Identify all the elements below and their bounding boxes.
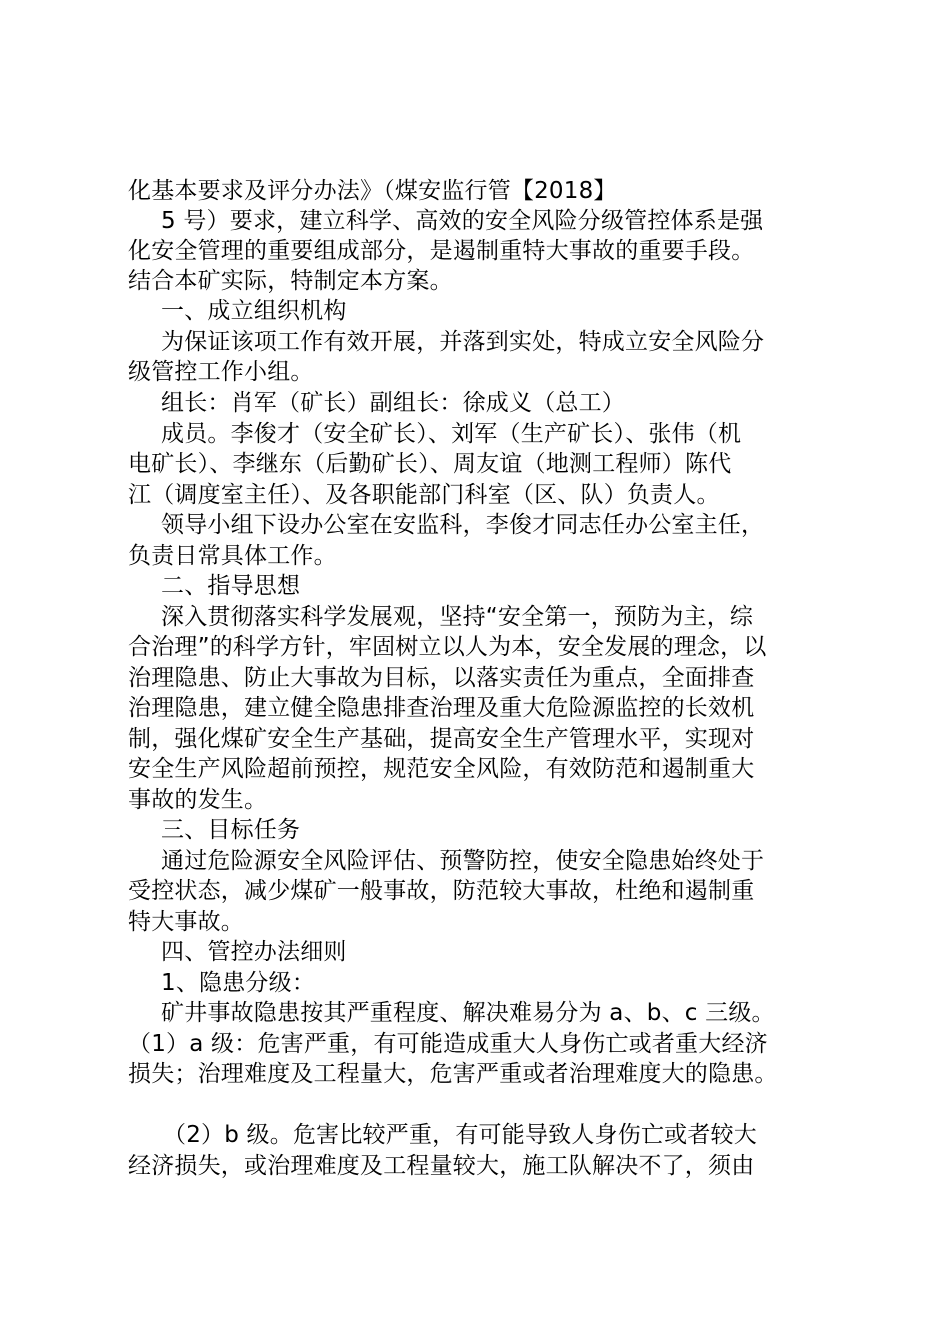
text-line: 级管控工作小组。	[128, 359, 314, 385]
text-line: 矿井事故隐患按其严重程度、解决难易分为 a、b、c 三级。	[161, 1000, 775, 1026]
text-line: （2）b 级。危害比较严重，有可能导致人身伤亡或者较大	[163, 1122, 757, 1148]
text-line: 治理隐患、防止大事故为目标，以落实责任为重点，全面排查	[128, 665, 755, 691]
text-line: 合治理”的科学方针，牢固树立以人为本，安全发展的理念，以	[128, 634, 767, 660]
text-line: 受控状态，减少煤矿一般事故，防范较大事故，杜绝和遏制重	[128, 878, 755, 904]
subsection-heading: 1、隐患分级：	[161, 970, 316, 996]
text-line: 特大事故。	[128, 909, 244, 935]
text-line: 电矿长）、李继东（后勤矿长）、周友谊（地测工程师）陈代	[128, 451, 732, 477]
text-line: 治理隐患，建立健全隐患排查治理及重大危险源监控的长效机	[128, 695, 755, 721]
text-line: 损失；治理难度及工程量大，危害严重或者治理难度大的隐患。	[128, 1061, 778, 1087]
text-line: 深入贯彻落实科学发展观，坚持“安全第一，预防为主，综	[161, 604, 754, 630]
text-line: 组长：肖军（矿长）副组长：徐成义（总工）	[161, 390, 625, 416]
text-line: 负责日常具体工作。	[128, 543, 337, 569]
text-line: 成员。李俊才（安全矿长）、刘军（生产矿长）、张伟（机	[161, 421, 742, 447]
text-line: 江（调度室主任）、及各职能部门科室（区、队）负责人。	[128, 482, 720, 508]
text-line: 为保证该项工作有效开展，并落到实处，特成立安全风险分	[161, 329, 765, 355]
section-heading: 一、成立组织机构	[161, 298, 347, 324]
text-line: 经济损失，或治理难度及工程量较大，施工队解决不了，须由	[128, 1153, 755, 1179]
text-line: 安全生产风险超前预控，规范安全风险，有效防范和遏制重大	[128, 756, 755, 782]
text-line: （1）a 级：危害严重，有可能造成重大人身伤亡或者重大经济	[128, 1031, 768, 1057]
text-line: 化基本要求及评分办法》（煤安监行管【2018】	[128, 178, 617, 204]
text-line: 通过危险源安全风险评估、预警防控，使安全隐患始终处于	[161, 848, 765, 874]
text-line: 5 号）要求，建立科学、高效的安全风险分级管控体系是强	[161, 208, 764, 234]
section-heading: 四、管控办法细则	[161, 939, 347, 965]
text-line: 领导小组下设办公室在安监科，李俊才同志任办公室主任，	[161, 512, 765, 538]
section-heading: 三、目标任务	[161, 817, 301, 843]
text-line: 制，强化煤矿安全生产基础，提高安全生产管理水平，实现对	[128, 726, 755, 752]
text-line: 事故的发生。	[128, 787, 268, 813]
section-heading: 二、指导思想	[161, 573, 301, 599]
text-line: 化安全管理的重要组成部分，是遏制重特大事故的重要手段。	[128, 238, 755, 264]
text-line: 结合本矿实际，特制定本方案。	[128, 268, 453, 294]
